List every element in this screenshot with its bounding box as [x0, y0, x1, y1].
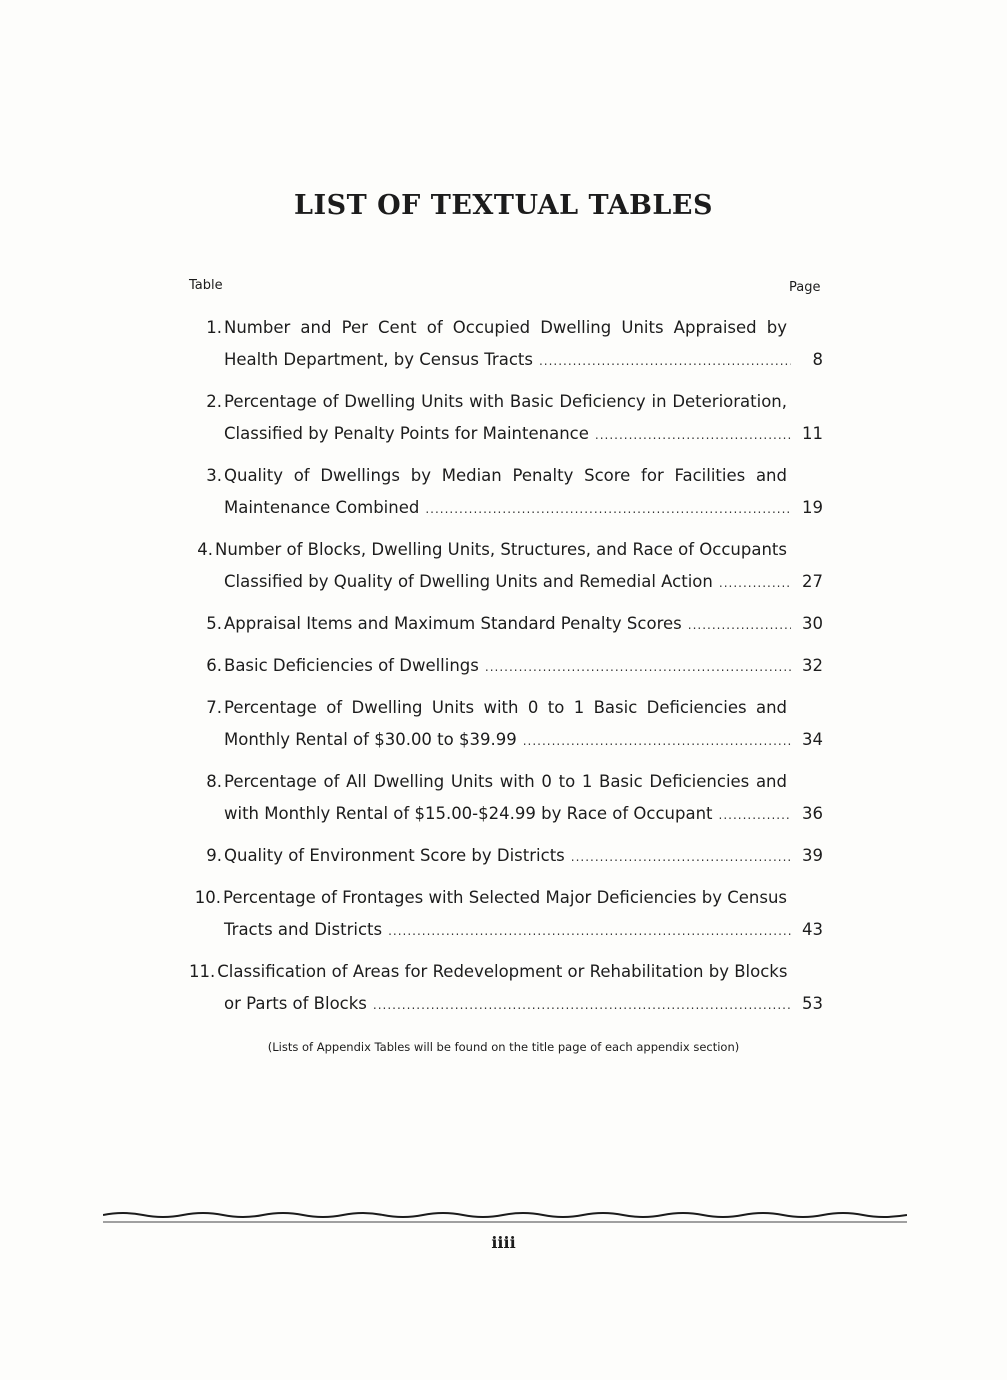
dot-leader [719, 567, 791, 599]
list-item [189, 956, 823, 1020]
entry-title-line1: Percentage of All Dwelling Units with 0 to 1 Basic Deficiencies and [224, 772, 787, 791]
entry-title-line2: Maintenance Combined [224, 498, 420, 517]
dot-leader [373, 989, 791, 1021]
entry-title-line1: Appraisal Items and Maximum Standard Penalty Scores [224, 614, 682, 633]
dot-leader [719, 799, 791, 831]
entry-number: 6. [206, 656, 222, 675]
dot-leader [688, 609, 791, 641]
entry-title-line1: Percentage of Dwelling Units with 0 to 1 Basic Deficiencies and [224, 698, 787, 717]
list-item [189, 460, 823, 524]
entry-page: 19 [802, 498, 823, 517]
page-title: LIST OF TEXTUAL TABLES [294, 190, 713, 221]
list-item [189, 386, 823, 450]
entry-page: 32 [802, 656, 823, 675]
entry-title-line1: Quality of Dwellings by Median Penalty Score for Facilities and [224, 466, 787, 485]
entry-page: 39 [802, 846, 823, 865]
entry-title-line2: Classified by Quality of Dwelling Units and Remedial Action [224, 572, 713, 591]
page-number: iiii [491, 1233, 516, 1252]
dot-leader [539, 345, 791, 377]
entry-title-line2: Health Department, by Census Tracts [224, 350, 533, 369]
page-column-header: Page [789, 280, 821, 295]
list-item [189, 534, 823, 598]
entry-title-line1: Number of Blocks, Dwelling Units, Structures, and Race of Occupants [215, 540, 787, 559]
entry-number: 8. [206, 772, 222, 791]
decorative-wavy-rule [103, 1205, 907, 1229]
list-item [189, 692, 823, 756]
dot-leader [523, 725, 791, 757]
entry-number: 9. [206, 846, 222, 865]
entry-page: 30 [802, 614, 823, 633]
list-item [189, 882, 823, 946]
entry-title-line2: or Parts of Blocks [224, 994, 367, 1013]
entry-page: 27 [802, 572, 823, 591]
dot-leader [388, 915, 791, 947]
list-item [189, 608, 823, 640]
entry-title-line1: Classification of Areas for Redevelopment or Rehabilitation by Blocks [217, 962, 788, 981]
entry-title-line1: Percentage of Frontages with Selected Major Deficiencies by Census [222, 888, 787, 907]
entry-title-line2: Classified by Penalty Points for Maintenance [224, 424, 589, 443]
entry-page: 34 [802, 730, 823, 749]
entry-page: 8 [812, 350, 823, 369]
entry-title-line1: Percentage of Dwelling Units with Basic Deficiency in Deterioration, [224, 392, 787, 411]
entry-title-line1: Number and Per Cent of Occupied Dwelling Units Appraised by [224, 318, 787, 337]
entry-number: 3. [206, 466, 222, 485]
dot-leader [485, 651, 791, 683]
entry-title-line2: with Monthly Rental of $15.00-$24.99 by Race of Occupant [224, 804, 713, 823]
footnote: (Lists of Appendix Tables will be found on the title page of each appendix section) [267, 1040, 740, 1054]
entry-title-line1: Quality of Environment Score by Districts [224, 846, 565, 865]
table-list [189, 312, 823, 1030]
list-item [189, 766, 823, 830]
entry-page: 43 [802, 920, 823, 939]
entry-title-line2: Tracts and Districts [224, 920, 383, 939]
entry-title-line2: Monthly Rental of $30.00 to $39.99 [224, 730, 517, 749]
list-item [189, 650, 823, 682]
table-column-header: Table [189, 278, 223, 293]
entry-number: 2. [206, 392, 222, 411]
entry-title-line1: Basic Deficiencies of Dwellings [224, 656, 479, 675]
entry-number: 7. [206, 698, 222, 717]
list-item [189, 312, 823, 376]
list-item [189, 840, 823, 872]
entry-number: 5. [206, 614, 222, 633]
entry-page: 11 [802, 424, 823, 443]
dot-leader [571, 841, 791, 873]
entry-page: 53 [802, 994, 823, 1013]
entry-number: 4. [197, 540, 213, 559]
dot-leader [595, 419, 791, 451]
entry-page: 36 [802, 804, 823, 823]
dot-leader [425, 493, 791, 525]
entry-number: 10. [194, 888, 221, 907]
entry-number: 11. [189, 962, 216, 981]
entry-number: 1. [206, 318, 222, 337]
